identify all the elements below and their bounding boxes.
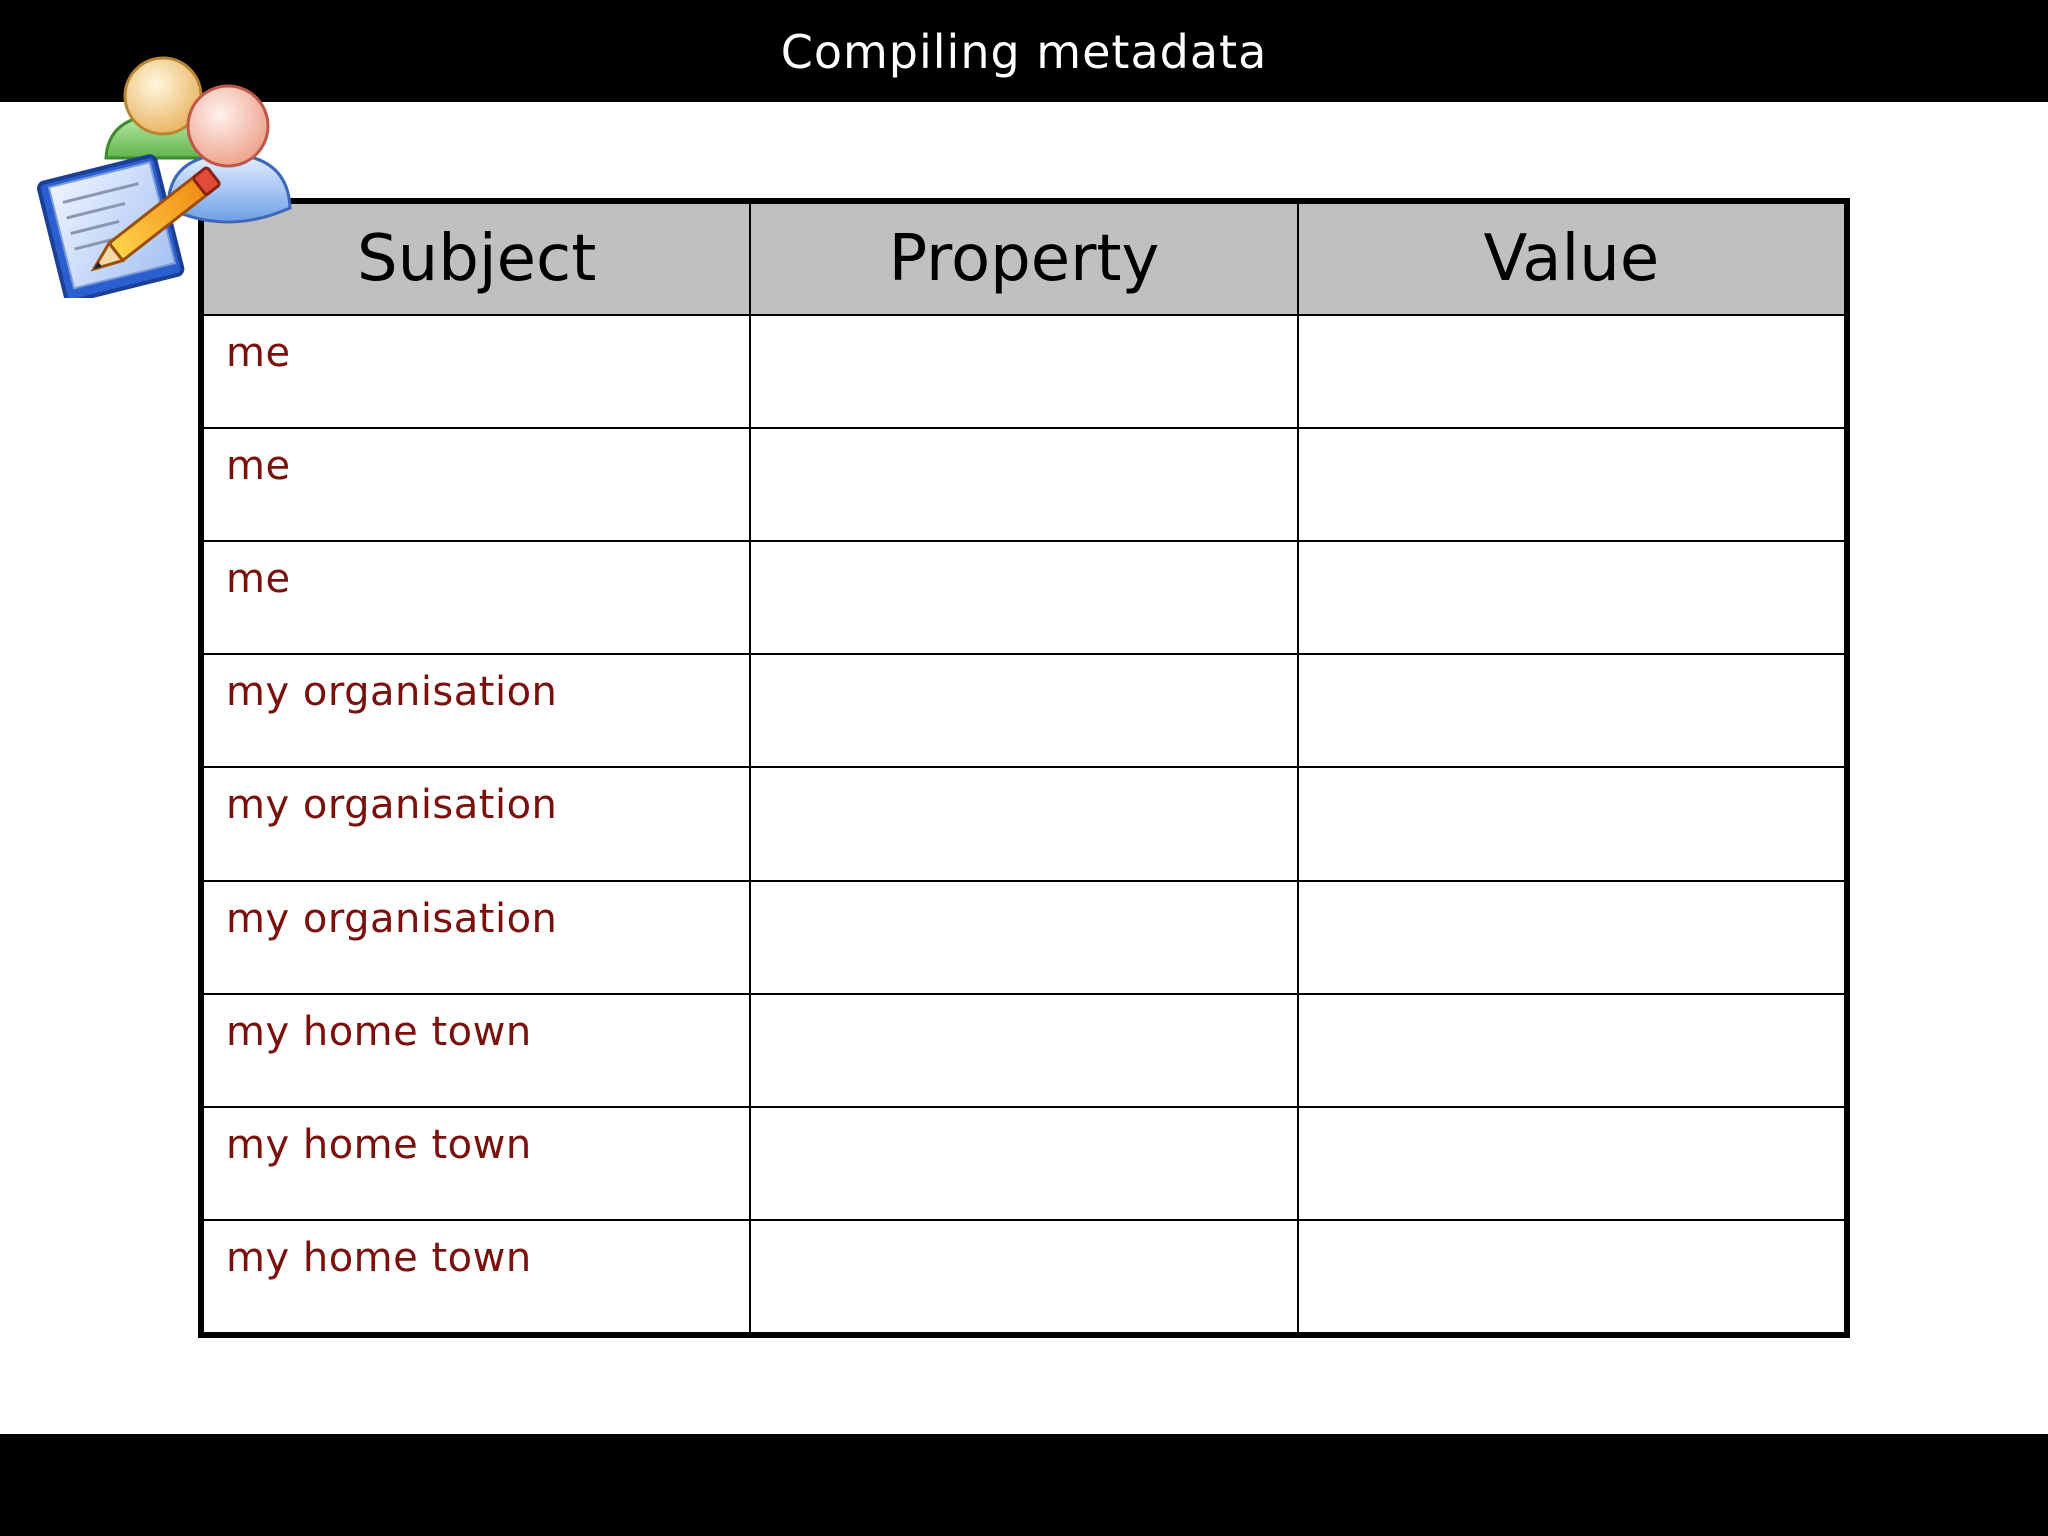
subject-cell: my home town — [203, 1220, 750, 1333]
value-cell — [1298, 994, 1845, 1107]
table-row — [203, 654, 1845, 767]
subject-cell: my home town — [203, 994, 750, 1107]
metadata-table-wrapper — [198, 198, 1850, 1338]
table-row — [203, 1107, 1845, 1220]
table-row — [203, 994, 1845, 1107]
table-row — [203, 1220, 1845, 1333]
table-row — [203, 767, 1845, 880]
value-cell — [1298, 654, 1845, 767]
column-header-property: Property — [750, 203, 1297, 315]
subject-cell: me — [203, 541, 750, 654]
value-cell — [1298, 541, 1845, 654]
footer-bar — [0, 1434, 2048, 1536]
property-cell — [750, 428, 1297, 541]
subject-cell: me — [203, 315, 750, 428]
property-cell — [750, 767, 1297, 880]
subject-cell: my organisation — [203, 654, 750, 767]
value-cell — [1298, 1107, 1845, 1220]
property-cell — [750, 1220, 1297, 1333]
table-row — [203, 881, 1845, 994]
metadata-table — [202, 202, 1846, 1334]
value-cell — [1298, 881, 1845, 994]
subject-cell: me — [203, 428, 750, 541]
subject-cell: my home town — [203, 1107, 750, 1220]
value-cell — [1298, 1220, 1845, 1333]
slide-title: Compiling metadata — [780, 25, 1268, 79]
value-cell — [1298, 767, 1845, 880]
property-cell — [750, 994, 1297, 1107]
table-row — [203, 315, 1845, 428]
property-cell — [750, 654, 1297, 767]
subject-cell: my organisation — [203, 881, 750, 994]
table-row — [203, 541, 1845, 654]
property-cell — [750, 541, 1297, 654]
property-cell — [750, 315, 1297, 428]
property-cell — [750, 881, 1297, 994]
subject-cell: my organisation — [203, 767, 750, 880]
value-cell — [1298, 428, 1845, 541]
table-header-row — [203, 203, 1845, 315]
table-row — [203, 428, 1845, 541]
property-cell — [750, 1107, 1297, 1220]
value-cell — [1298, 315, 1845, 428]
column-header-subject: Subject — [203, 203, 750, 315]
column-header-value: Value — [1298, 203, 1845, 315]
user-edit-icon — [18, 28, 298, 298]
